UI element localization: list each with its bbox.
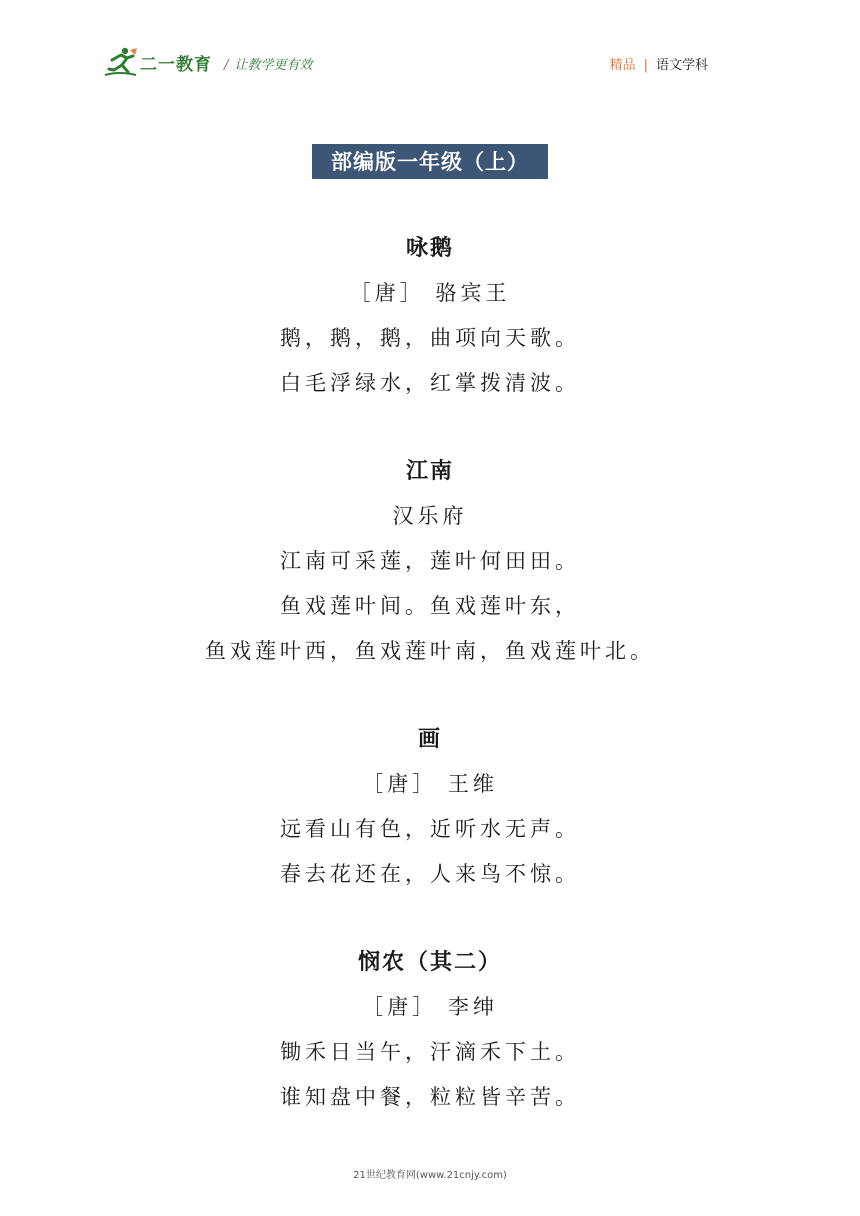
page-header bbox=[104, 42, 708, 82]
grade-banner: 部编版一年级（上） bbox=[312, 144, 548, 179]
poem-line: 春去花还在，人来鸟不惊。 bbox=[280, 862, 580, 886]
poem-line: 远看山有色，近听水无声。 bbox=[280, 817, 580, 841]
poem-line: 鱼戏莲叶间。鱼戏莲叶东， bbox=[280, 594, 580, 618]
poem-title: 悯农（其二） bbox=[357, 949, 502, 975]
poem-line: 鹅，鹅，鹅，曲项向天歌。 bbox=[280, 326, 580, 350]
poem-min-nong bbox=[0, 940, 860, 1120]
poem-title: 江南 bbox=[405, 458, 454, 484]
poem-line: 锄禾日当午，汗滴禾下土。 bbox=[280, 1040, 580, 1064]
poem-author: ［唐］ 王维 bbox=[362, 772, 498, 796]
slogan bbox=[224, 54, 312, 73]
header-right bbox=[610, 54, 708, 73]
poem-line: 谁知盘中餐，粒粒皆辛苦。 bbox=[280, 1085, 580, 1109]
header-divider: | bbox=[643, 58, 648, 73]
brand-logo[interactable] bbox=[104, 46, 212, 78]
poem-line: 鱼戏莲叶西，鱼戏莲叶南，鱼戏莲叶北。 bbox=[205, 639, 655, 663]
poem-author: ［唐］ 李绅 bbox=[362, 995, 498, 1019]
poem-line: 江南可采莲，莲叶何田田。 bbox=[280, 549, 580, 573]
poem-author: ［唐］ 骆宾王 bbox=[349, 281, 511, 305]
poem-title: 咏鹅 bbox=[405, 235, 454, 261]
subject-label: 语文学科 bbox=[655, 58, 708, 73]
slogan-separator: / bbox=[224, 58, 229, 73]
logo-text: 二一教育 bbox=[140, 54, 212, 75]
poem-jiang-nan bbox=[0, 449, 860, 674]
slogan-text: 让教学更有效 bbox=[234, 58, 313, 73]
runner-icon bbox=[104, 46, 138, 78]
page-footer: 21世纪教育网(www.21cnjy.com) bbox=[353, 1170, 507, 1181]
poem-hua bbox=[0, 717, 860, 897]
quality-label: 精品 bbox=[609, 58, 636, 73]
poem-title: 画 bbox=[417, 726, 442, 752]
poem-list bbox=[0, 226, 860, 1163]
poem-author: 汉乐府 bbox=[392, 504, 468, 528]
poem-line: 白毛浮绿水，红掌拨清波。 bbox=[280, 371, 580, 395]
poem-yong-e bbox=[0, 226, 860, 406]
